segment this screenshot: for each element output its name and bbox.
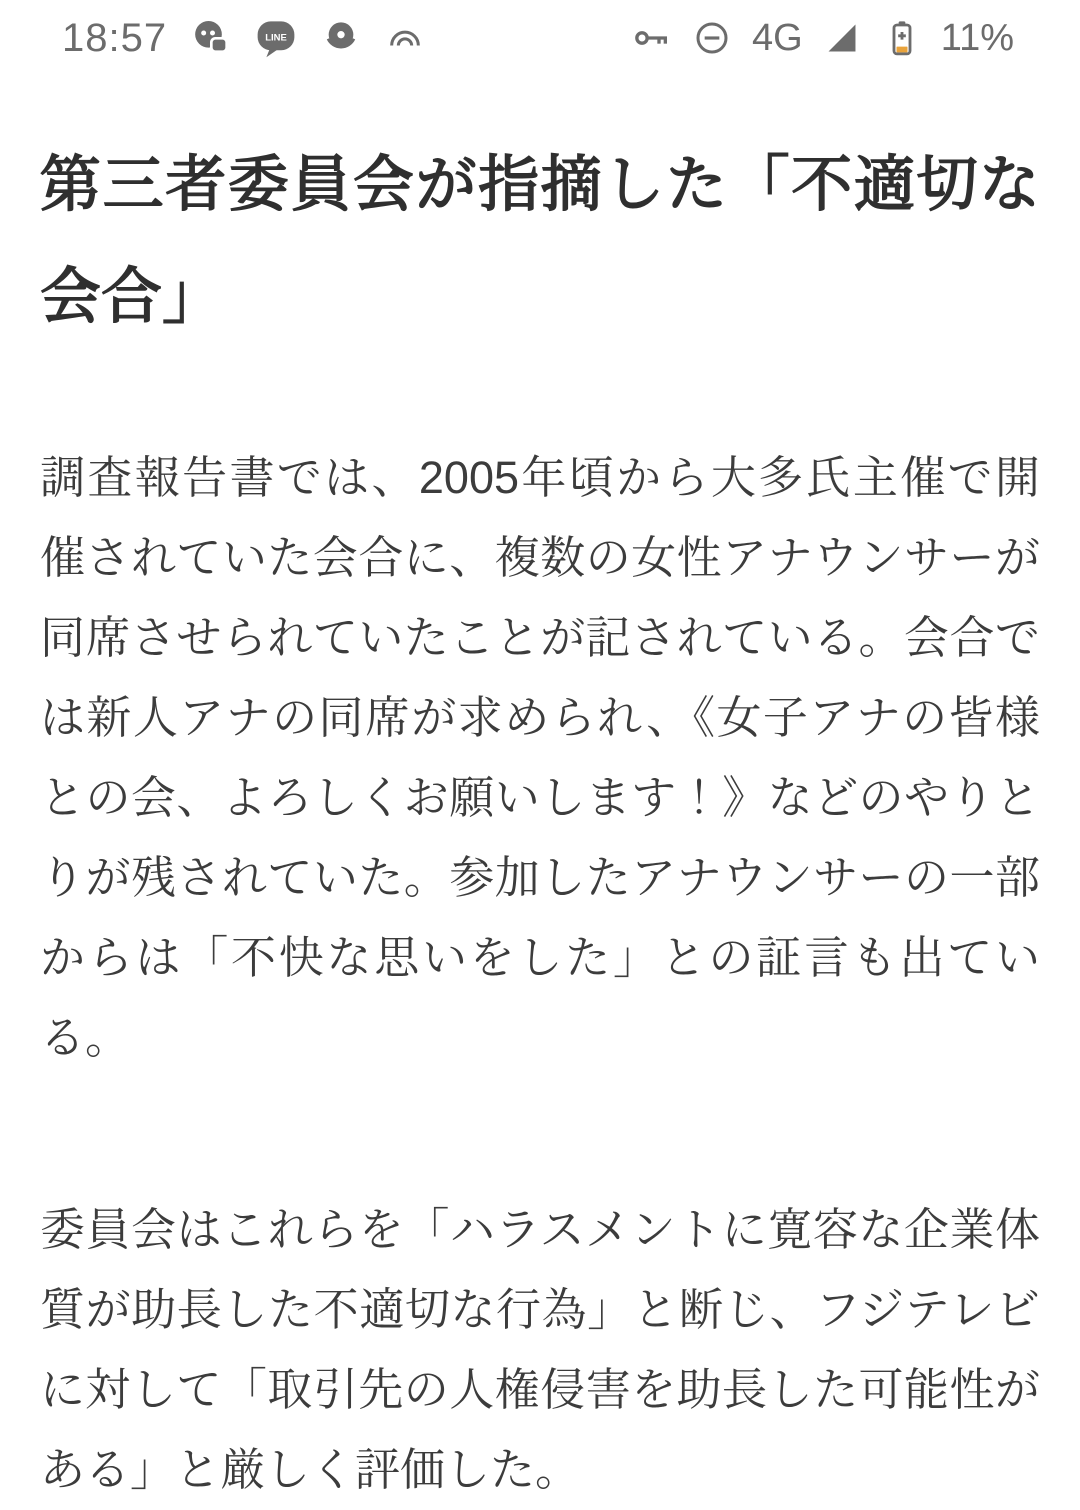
battery-percent-label: 11% xyxy=(940,16,1014,59)
clock: 18:57 xyxy=(62,15,168,60)
do-not-disturb-icon xyxy=(692,18,732,58)
article-paragraph-2: 委員会はこれらを「ハラスメントに寛容な企業体質が助長した不適切な行為」と断じ、フジテレビに対して「取引先の人権侵害を助長した可能性がある」と厳しく評価した。 xyxy=(40,1204,1040,1495)
article-heading: 第三者委員会が指摘した「不適切な会合」 xyxy=(40,150,1040,330)
battery-saver-icon xyxy=(881,18,921,58)
status-bar-left xyxy=(62,16,425,61)
article-paragraph-1: 調査報告書では、2005年頃から大多氏主催で開催されていた会合に、複数の女性アナウンサーが同席させられていたことが記されている。会合では新人アナの同席が求められ、《女子アナの皆様との会、よろしくお願いします！》などのやりとりが残されていた。参加したアナウンサーの一部からは「不快な思いをした」との証言も出ている。 xyxy=(40,452,1040,1063)
article-scroll-area[interactable] xyxy=(0,128,1080,1510)
arc-icon xyxy=(385,18,425,58)
cellular-signal-icon xyxy=(823,19,861,57)
status-bar-right xyxy=(632,17,1014,60)
record-icon xyxy=(321,18,361,58)
status-bar xyxy=(0,0,1080,76)
network-type-label: 4G xyxy=(752,16,803,59)
line-icon xyxy=(255,17,297,59)
discord-icon xyxy=(191,18,231,58)
line-icon-label: LINE xyxy=(265,32,287,44)
vpn-key-icon xyxy=(632,18,672,58)
